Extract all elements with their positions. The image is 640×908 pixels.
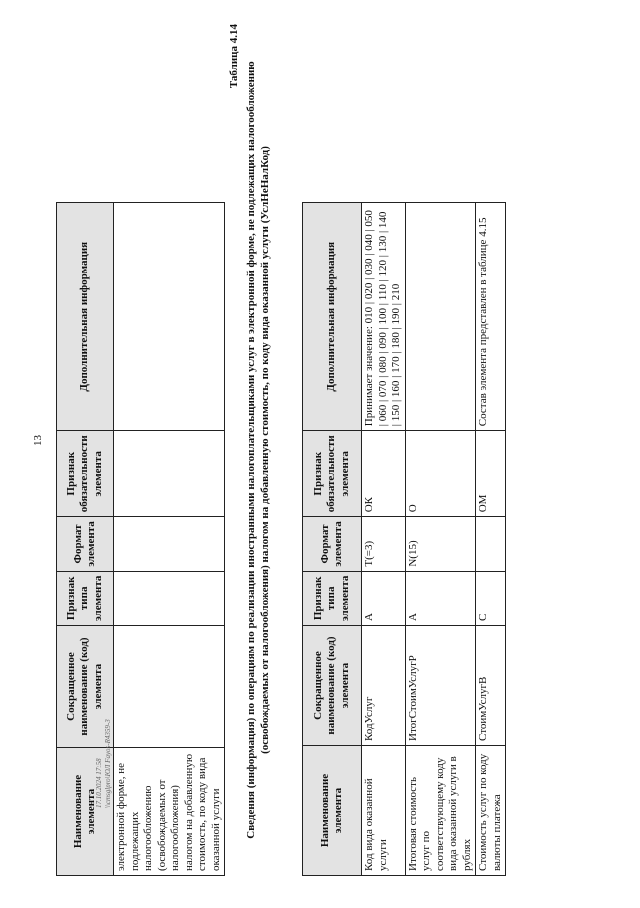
table-cell	[405, 203, 476, 431]
header-cell-name: Наименование элемента	[57, 748, 114, 876]
table-cell: ИтогСтоимУслугР	[405, 626, 476, 746]
table-cell: СтоимУслугВ	[476, 626, 506, 746]
table-cell	[114, 626, 225, 748]
table-cell: Итоговая стоимость услуг по соответствующему коду вида оказанной услуги в рублях	[405, 746, 476, 876]
header-cell-format: Формат элемента	[303, 517, 362, 571]
table-cell: С	[476, 571, 506, 625]
table-cell: КодУслуг	[362, 626, 406, 746]
table-cell: ОМ	[476, 431, 506, 517]
table-cell	[114, 571, 225, 625]
page-number: 13	[32, 435, 44, 446]
table-cell: T(=3)	[362, 517, 406, 571]
table-cell	[114, 431, 225, 517]
header-cell-required: Признак обязательности элемента	[57, 431, 114, 517]
header-cell-format: Формат элемента	[57, 517, 114, 571]
table-header-row	[303, 203, 362, 876]
header-cell-info: Дополнительная информация	[303, 203, 362, 431]
header-cell-name: Наименование элемента	[303, 746, 362, 876]
header-cell-required: Признак обязательности элемента	[303, 431, 362, 517]
table-cell: Стоимость услуг по коду валюты платежа	[476, 746, 506, 876]
main-table	[302, 202, 506, 876]
table-row	[476, 203, 506, 876]
table-cell: Состав элемента представлен в таблице 4.15	[476, 203, 506, 431]
header-cell-type: Признак типа элемента	[57, 571, 114, 625]
table-row	[405, 203, 476, 876]
stamp-line: 17.10.2024 17:58	[95, 758, 103, 808]
header-cell-type: Признак типа элемента	[303, 571, 362, 625]
continued-table	[56, 202, 225, 876]
table-cell	[114, 517, 225, 571]
header-cell-info: Дополнительная информация	[57, 203, 114, 431]
table-row	[114, 203, 225, 876]
table-cell	[114, 203, 225, 431]
table-cell: А	[405, 571, 476, 625]
header-cell-code: Сокращенное наименование (код) элемента	[57, 626, 114, 748]
header-cell-code: Сокращенное наименование (код) элемента	[303, 626, 362, 746]
table-cell: А	[362, 571, 406, 625]
table-cell: ОК	[362, 431, 406, 517]
table-row	[362, 203, 406, 876]
table-cell: Принимает значение: 010 | 020 | 030 | 040 | 050 | 060 | 070 | 080 | 090 | 100 | 110 | 120 | 130 | 140 | 150 | 160 | 170 | 180 | 190 | 210	[362, 203, 406, 431]
stamp-line: \\cmsglpro\ЮЛ Fayos-R4359-3	[104, 719, 112, 808]
table-cell: О	[405, 431, 476, 517]
table-title: Сведения (информация) по операциям по реализации иностранными налогоплательщиками услуг в электронной форме, не подлежащих налогообложению (освобождаемых от налогообложения) налогом на добавленную стоимость, по коду вида оказанной услуги (УслНеНалКод)	[245, 61, 271, 839]
table-cell: электронной форме, не подлежащих налогообложению (освобождаемых от налогообложения) налогом на добавленную стоимость, по коду вида оказанной услуги	[114, 748, 225, 876]
rotated-page-content	[56, 24, 640, 876]
table-cell: Код вида оказанной услуги	[362, 746, 406, 876]
table-label: Таблица 4.14	[228, 24, 240, 89]
table-cell: N(15)	[405, 517, 476, 571]
print-stamp	[95, 719, 113, 808]
table-cell	[476, 517, 506, 571]
